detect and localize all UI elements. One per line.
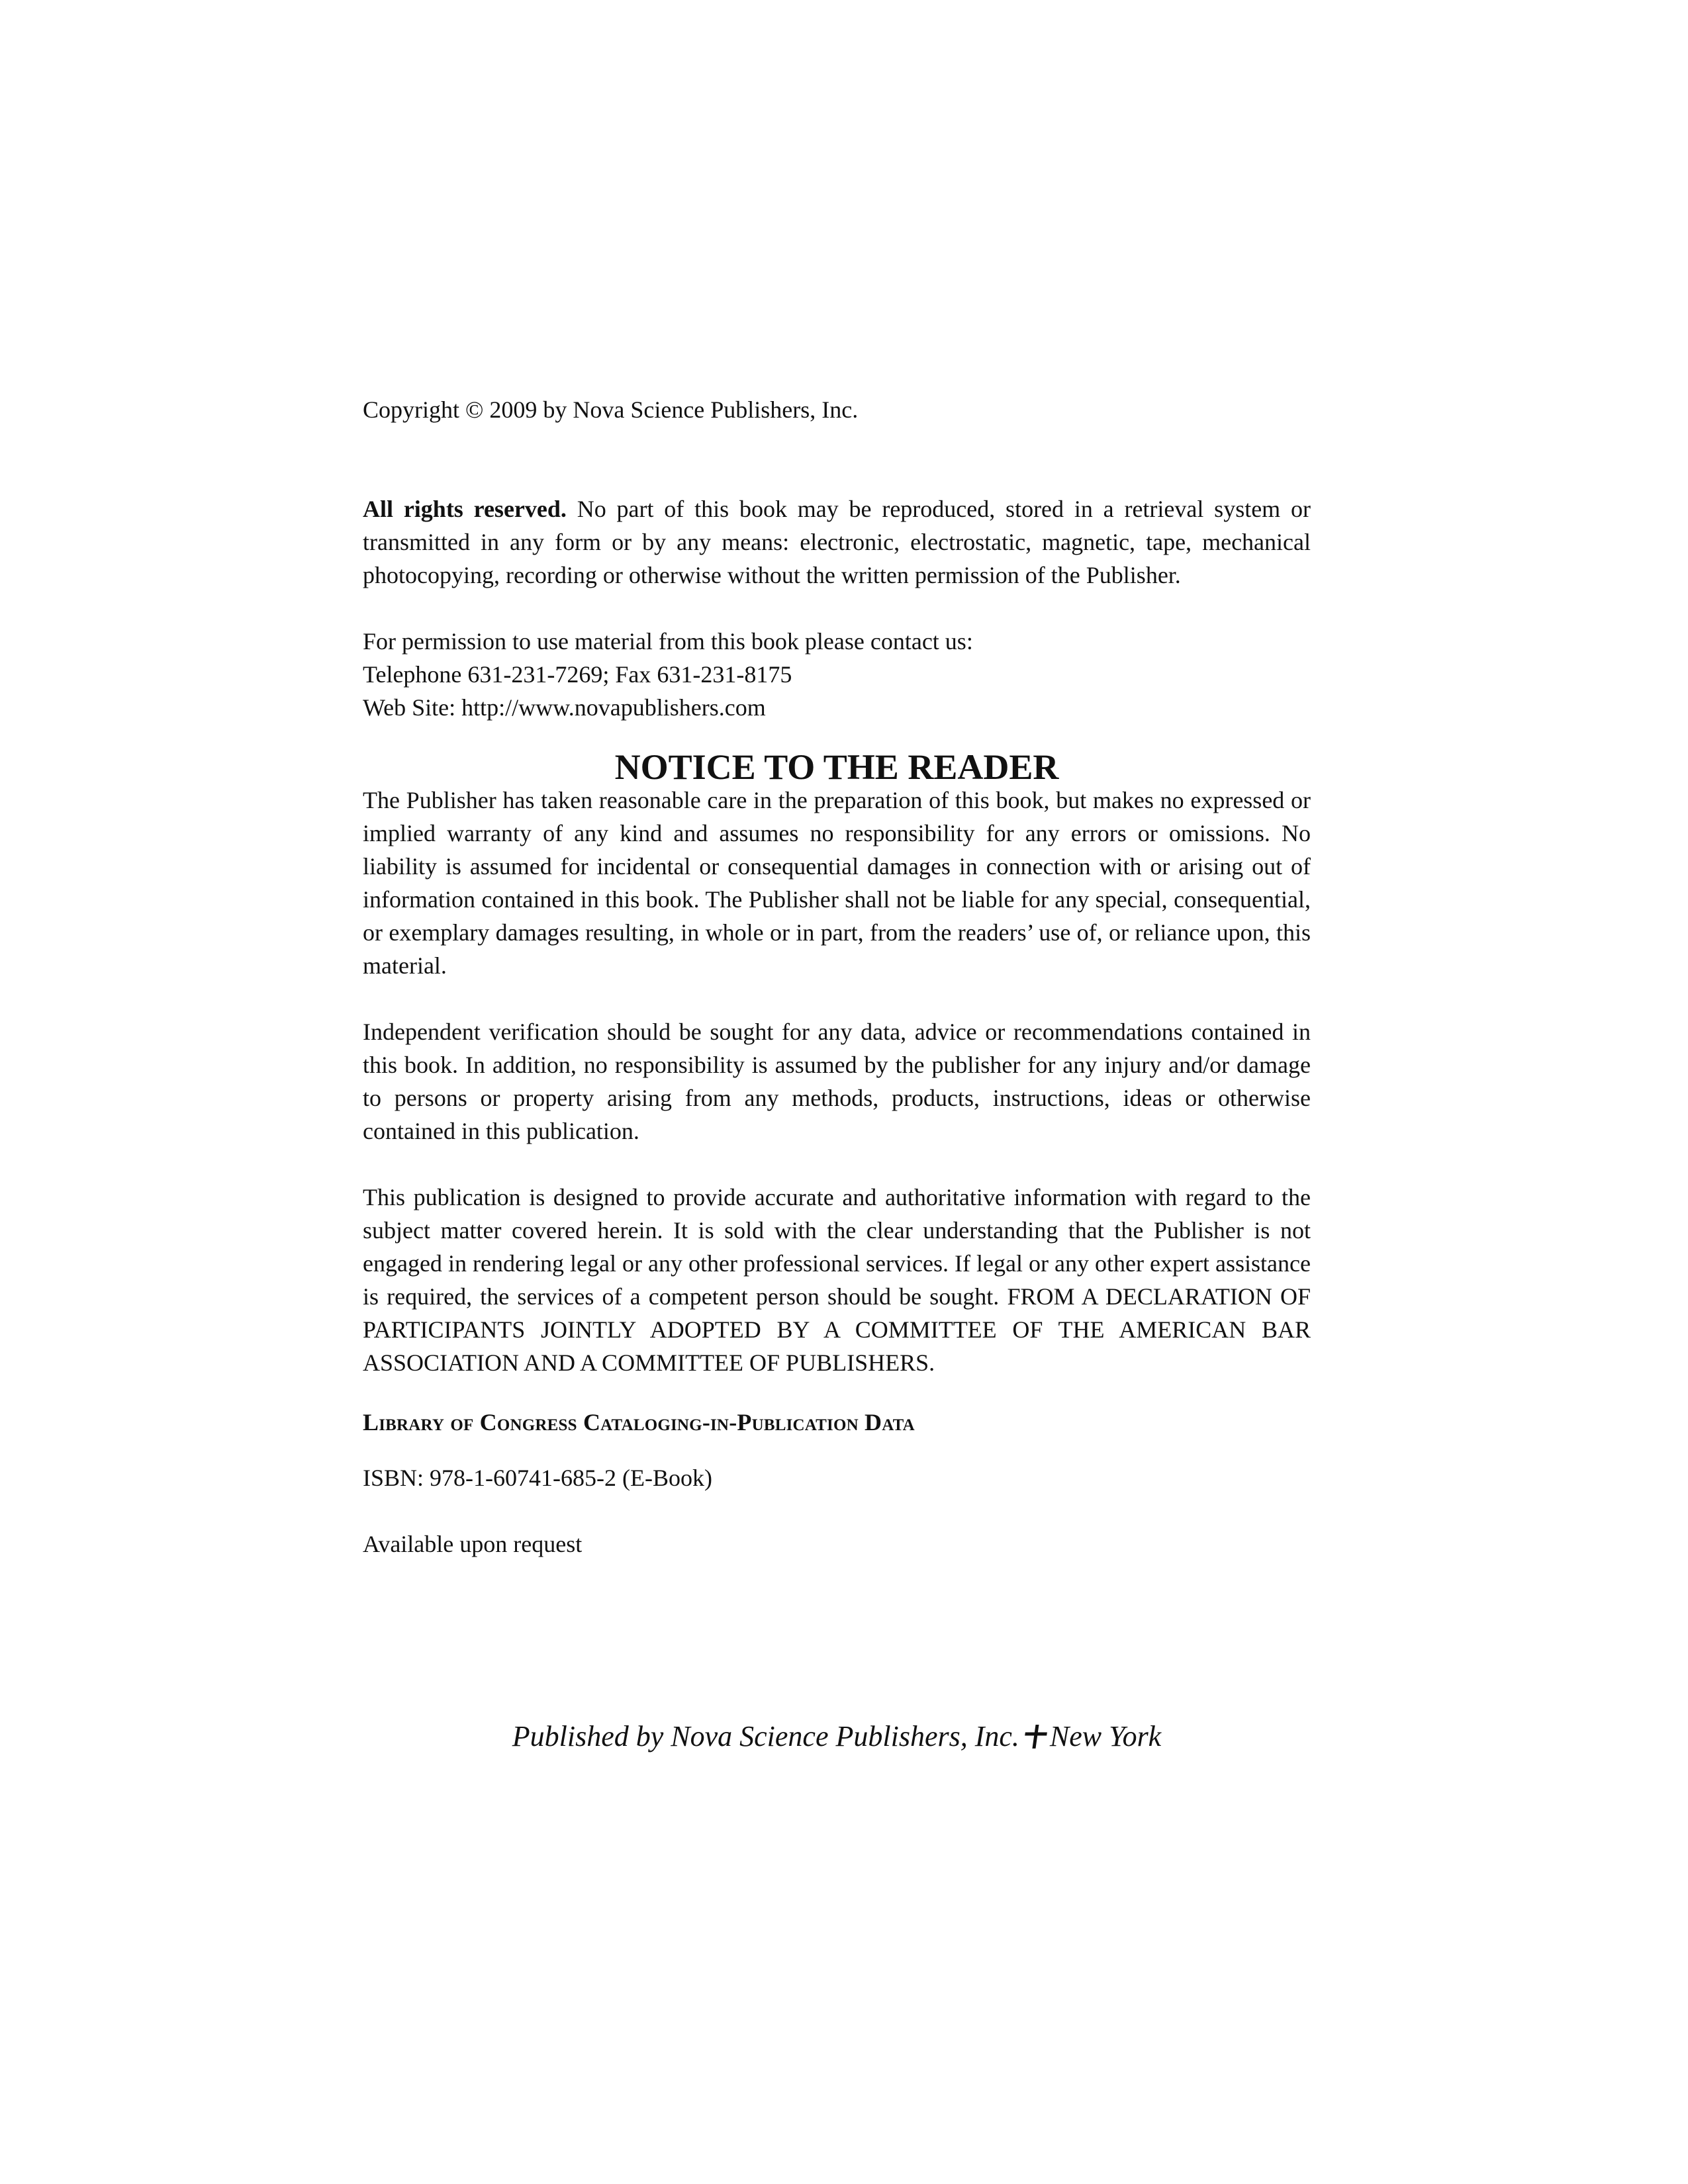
library-cataloging-heading: Library of Congress Cataloging-in-Publication Data xyxy=(363,1409,915,1435)
imprint-publisher: Published by Nova Science Publishers, Inc. xyxy=(512,1720,1019,1752)
permission-contact: For permission to use material from this book please contact us: xyxy=(363,628,973,655)
availability-line: Available upon request xyxy=(363,1531,583,1557)
copyright-page xyxy=(363,393,1311,1561)
permission-website: Web Site: http://www.novapublishers.com xyxy=(363,694,766,721)
rights-body: No part of this book may be reproduced, stored in a retrieval system or transmitted in any form or by any means: electronic, electrostatic, magnetic, tape, mechanical photocopying, recording or otherwise without the written permission of the Publisher. xyxy=(363,496,1311,588)
rights-lead: All rights reserved. xyxy=(363,496,567,522)
copyright-line: Copyright © 2009 by Nova Science Publishers, Inc. xyxy=(363,396,859,423)
permission-phone-fax: Telephone 631-231-7269; Fax 631-231-8175 xyxy=(363,661,792,688)
rights-paragraph xyxy=(363,492,1311,592)
cross-icon xyxy=(1023,1719,1047,1743)
isbn-line: ISBN: 978-1-60741-685-2 (E-Book) xyxy=(363,1465,712,1491)
verification-paragraph: Independent verification should be sought for any data, advice or recommendations contained in this book. In addition, no responsibility is assumed by the publisher for any injury and/or damage to persons or property arising from any methods, products, instructions, ideas or otherwise contained in this publication. xyxy=(363,1019,1311,1144)
notice-heading: NOTICE TO THE READER xyxy=(614,747,1059,787)
publisher-imprint xyxy=(363,1717,1311,1756)
declaration-paragraph: This publication is designed to provide accurate and authoritative information with regard to the subject matter covered herein. It is sold with the clear understanding that the Publisher is not engaged in rendering legal or any other professional services. If legal or any other expert assistance is required, the services of a competent person should be sought. FROM A DECLARATION OF PARTICIPANTS JOINTLY ADOPTED BY A COMMITTEE OF THE AMERICAN BAR ASSOCIATION AND A COMMITTEE OF PUBLISHERS. xyxy=(363,1184,1311,1376)
permission-block xyxy=(363,625,1311,724)
notice-paragraph: The Publisher has taken reasonable care in the preparation of this book, but makes no expressed or implied warranty of any kind and assumes no responsibility for any errors or omissions. No liability is assumed for incidental or consequential damages in connection with or arising out of information contained in this book. The Publisher shall not be liable for any special, consequential, or exemplary damages resulting, in whole or in part, from the readers’ use of, or reliance upon, this material. xyxy=(363,787,1311,979)
imprint-city: New York xyxy=(1049,1720,1162,1752)
